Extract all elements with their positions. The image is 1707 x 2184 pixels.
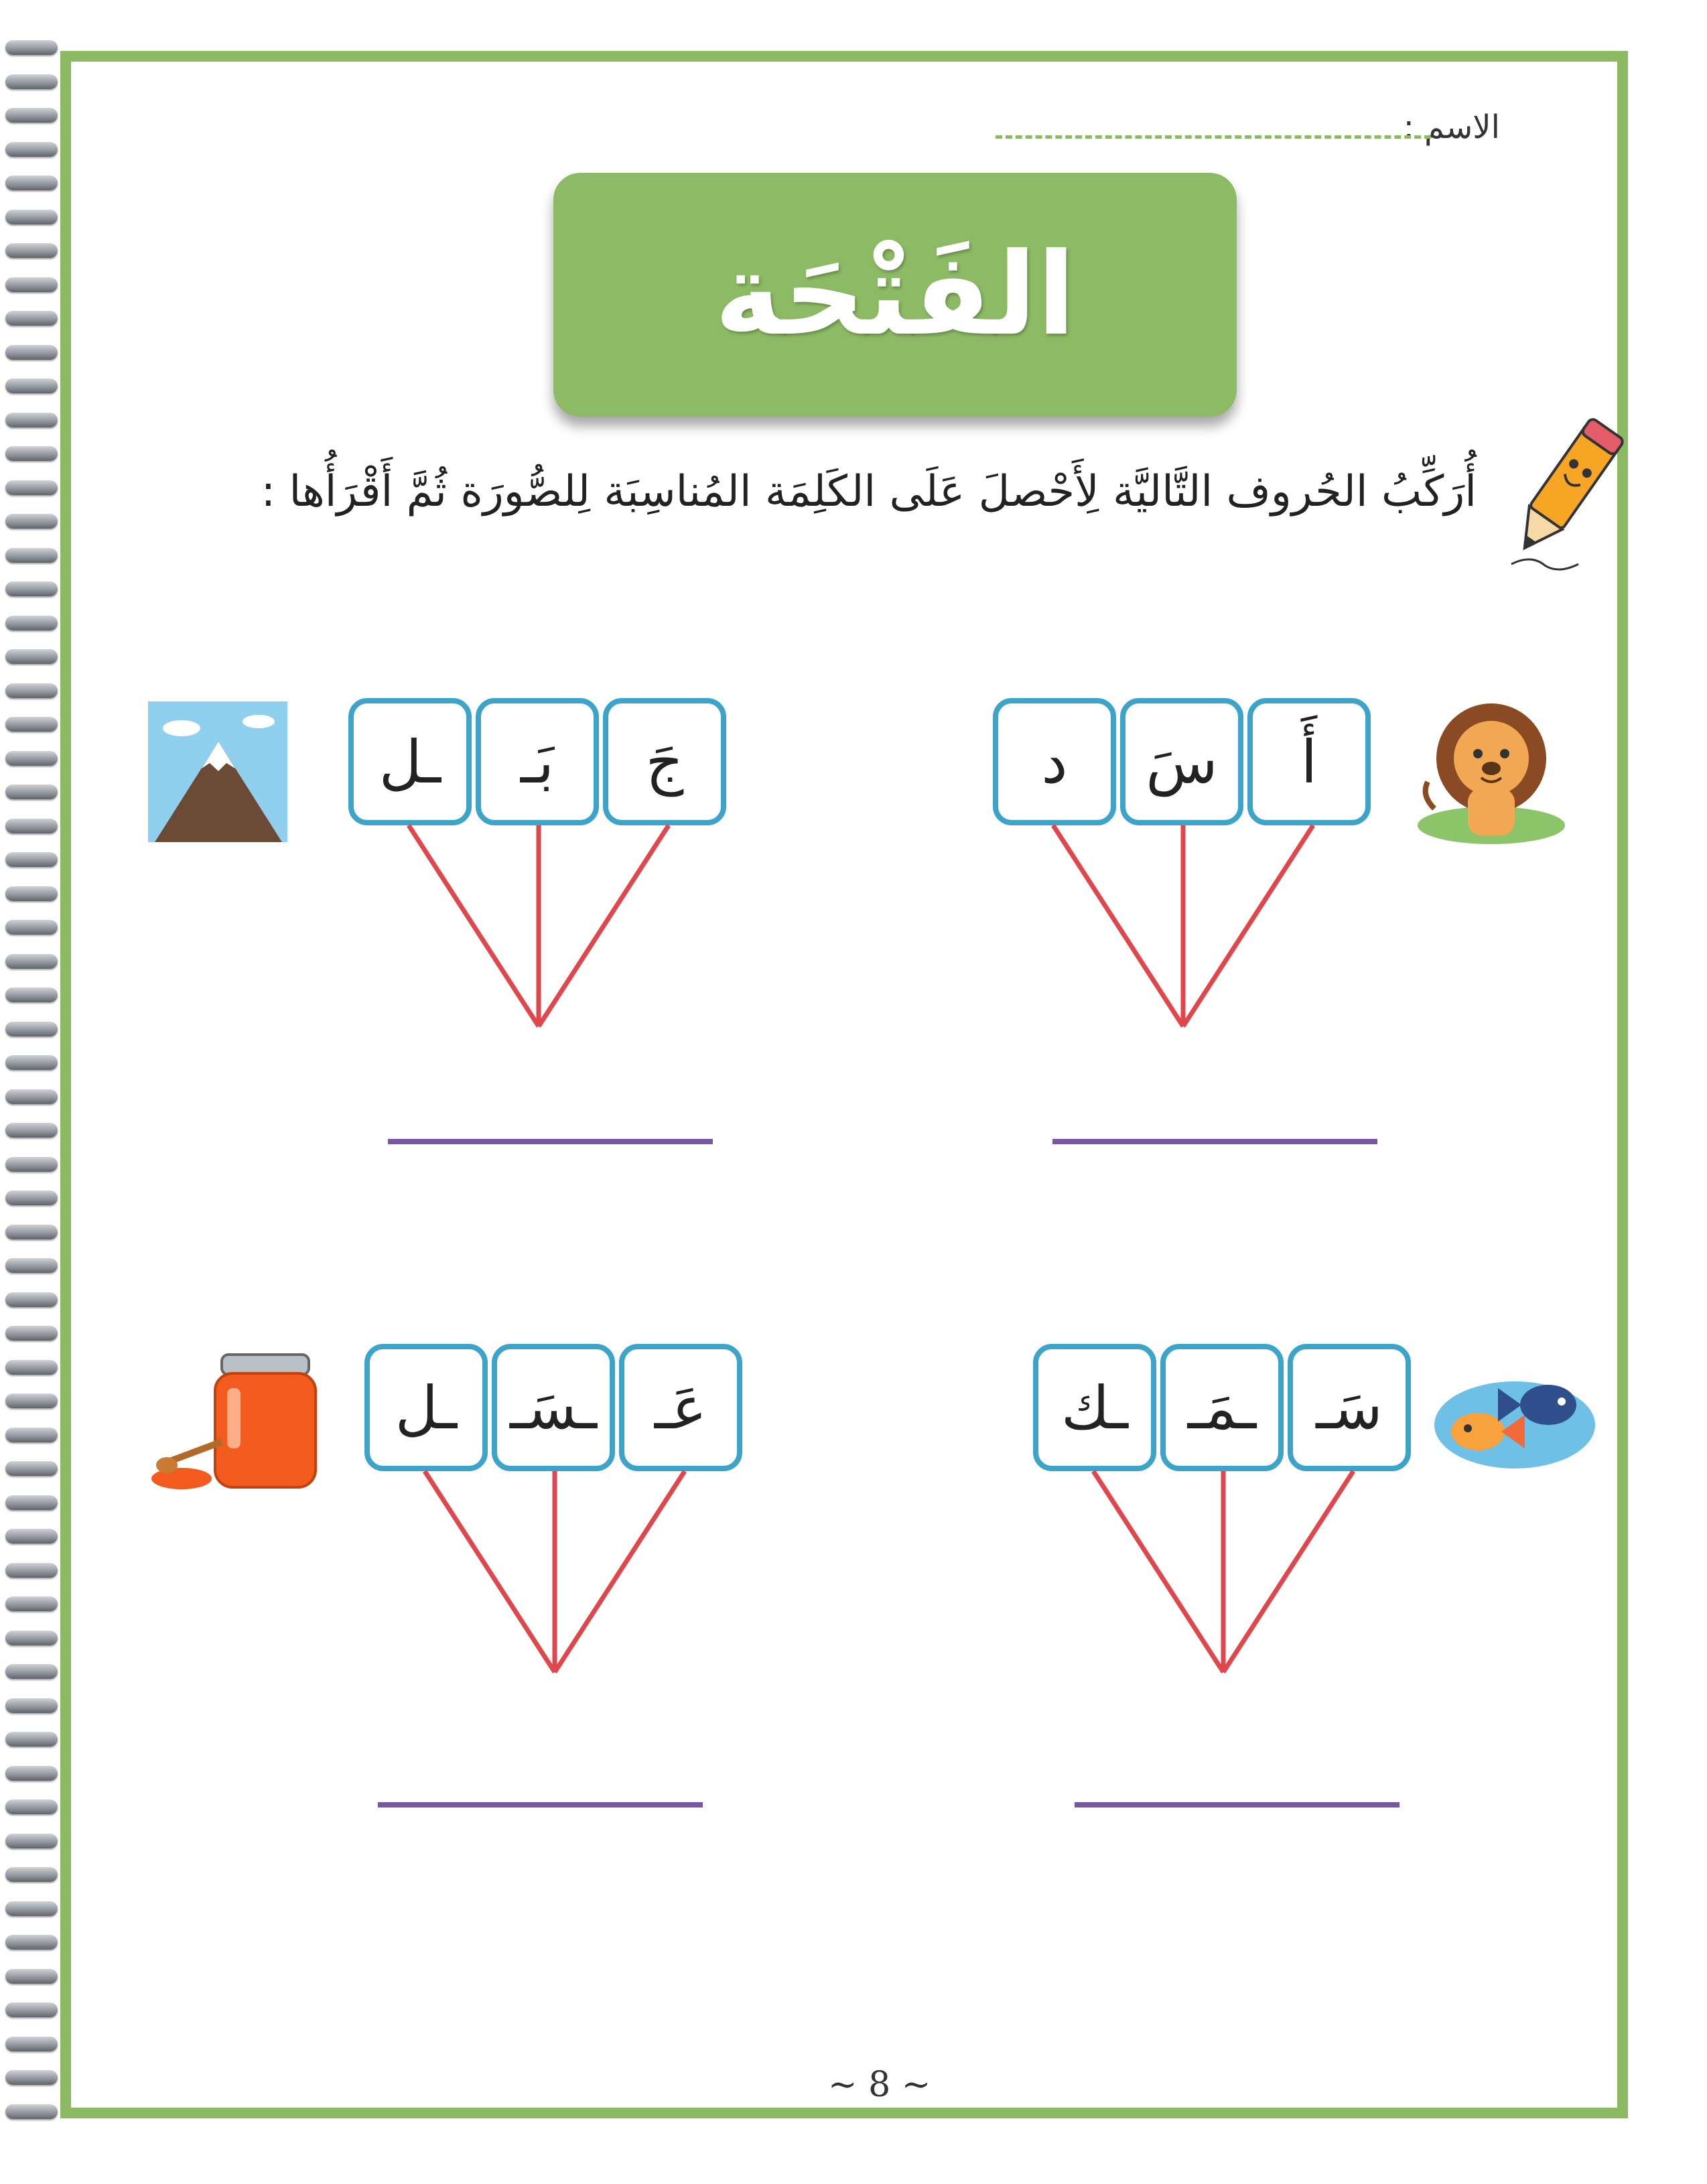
letter-box: سَ [1120, 698, 1243, 825]
answer-line[interactable] [1052, 1139, 1377, 1144]
mountain-icon [148, 701, 287, 842]
spiral-ring [5, 548, 58, 563]
spiral-ring [5, 1664, 58, 1679]
spiral-ring [5, 1563, 58, 1578]
spiral-ring [5, 784, 58, 799]
letter-boxes [989, 698, 1371, 825]
letter-box: بَـ [476, 698, 599, 825]
letter-box: جَ [603, 698, 726, 825]
spiral-ring [5, 582, 58, 596]
spiral-ring [5, 514, 58, 529]
spiral-ring [5, 1393, 58, 1408]
spiral-ring [5, 1461, 58, 1476]
letter-box: ـمَـ [1160, 1344, 1284, 1471]
spiral-ring [5, 446, 58, 461]
page-title: الفَتْحَة [714, 228, 1076, 361]
letter-box: سَـ [1288, 1344, 1411, 1471]
spiral-ring [5, 345, 58, 360]
spiral-ring [5, 1258, 58, 1273]
spiral-ring [5, 1123, 58, 1138]
spiral-ring [5, 616, 58, 630]
spiral-ring [5, 176, 58, 190]
spiral-ring [5, 1529, 58, 1544]
letter-box: د [993, 698, 1116, 825]
spiral-ring [5, 1834, 58, 1848]
spiral-ring [5, 1969, 58, 1984]
spiral-ring [5, 920, 58, 935]
spiral-ring [5, 1022, 58, 1036]
spiral-ring [5, 1326, 58, 1341]
spiral-ring [5, 243, 58, 258]
letter-box: ـك [1033, 1344, 1156, 1471]
spiral-ring [5, 1935, 58, 1950]
worksheet-page [60, 51, 1628, 2118]
spiral-ring [5, 1157, 58, 1172]
spiral-ring [5, 1190, 58, 1205]
spiral-ring [5, 1495, 58, 1510]
connector-lines [344, 825, 733, 1040]
name-label: الاسم : [1403, 109, 1500, 146]
letter-box: ـل [364, 1344, 488, 1471]
spiral-ring [5, 108, 58, 123]
spiral-ring [5, 1292, 58, 1307]
honey-jar-icon [148, 1348, 329, 1495]
spiral-ring [5, 751, 58, 766]
letter-boxes [360, 1344, 742, 1471]
connector-lines [989, 825, 1377, 1040]
spiral-ring [5, 852, 58, 867]
spiral-ring [5, 142, 58, 157]
spiral-ring [5, 649, 58, 664]
spiral-ring [5, 2002, 58, 2017]
pencil-mascot-icon [1505, 410, 1625, 571]
spiral-ring [5, 413, 58, 427]
spiral-ring [5, 1631, 58, 1645]
spiral-ring [5, 480, 58, 495]
lion-icon [1414, 695, 1568, 849]
answer-line[interactable] [1075, 1802, 1399, 1807]
letter-boxes [1029, 1344, 1411, 1471]
spiral-ring [5, 2037, 58, 2051]
connector-lines [1029, 1471, 1418, 1686]
spiral-ring [5, 1799, 58, 1814]
letter-box: أَ [1247, 698, 1371, 825]
spiral-ring [5, 1428, 58, 1442]
spiral-ring [5, 277, 58, 292]
spiral-ring [5, 819, 58, 833]
spiral-ring [5, 1901, 58, 1916]
spiral-ring [5, 1766, 58, 1781]
spiral-ring [5, 1867, 58, 1882]
spiral-ring [5, 311, 58, 326]
page-number: ~ 8 ~ [828, 2065, 931, 2105]
title-banner [553, 173, 1237, 417]
connector-lines [360, 1471, 749, 1686]
spiral-ring [5, 1089, 58, 1104]
spiral-ring [5, 683, 58, 698]
spiral-ring [5, 40, 58, 55]
letter-boxes [344, 698, 726, 825]
name-field-line[interactable] [996, 135, 1431, 139]
spiral-ring [5, 74, 58, 89]
spiral-ring [5, 210, 58, 224]
spiral-ring [5, 2104, 58, 2119]
answer-line[interactable] [388, 1139, 713, 1144]
spiral-ring [5, 886, 58, 901]
fish-icon [1431, 1358, 1598, 1472]
spiral-ring [5, 1360, 58, 1375]
spiral-ring [5, 1596, 58, 1611]
spiral-ring [5, 1698, 58, 1713]
answer-line[interactable] [378, 1802, 703, 1807]
spiral-ring [5, 379, 58, 393]
spiral-ring [5, 1055, 58, 1070]
spiral-ring [5, 717, 58, 732]
spiral-ring [5, 954, 58, 969]
spiral-ring [5, 1732, 58, 1747]
spiral-ring [5, 987, 58, 1002]
letter-box: ـل [348, 698, 472, 825]
letter-box: ـسَـ [492, 1344, 615, 1471]
letter-box: عَـ [619, 1344, 742, 1471]
spiral-ring [5, 1225, 58, 1239]
spiral-ring [5, 2070, 58, 2085]
instruction-text: أُرَكِّبُ الحُروف التَّاليَّة لِأَحْصلَ عَلَى الكَلِمَة المُناسِبَة لِلصُّورَة ثُمَّ أَقْرَأُها : [261, 467, 1477, 517]
